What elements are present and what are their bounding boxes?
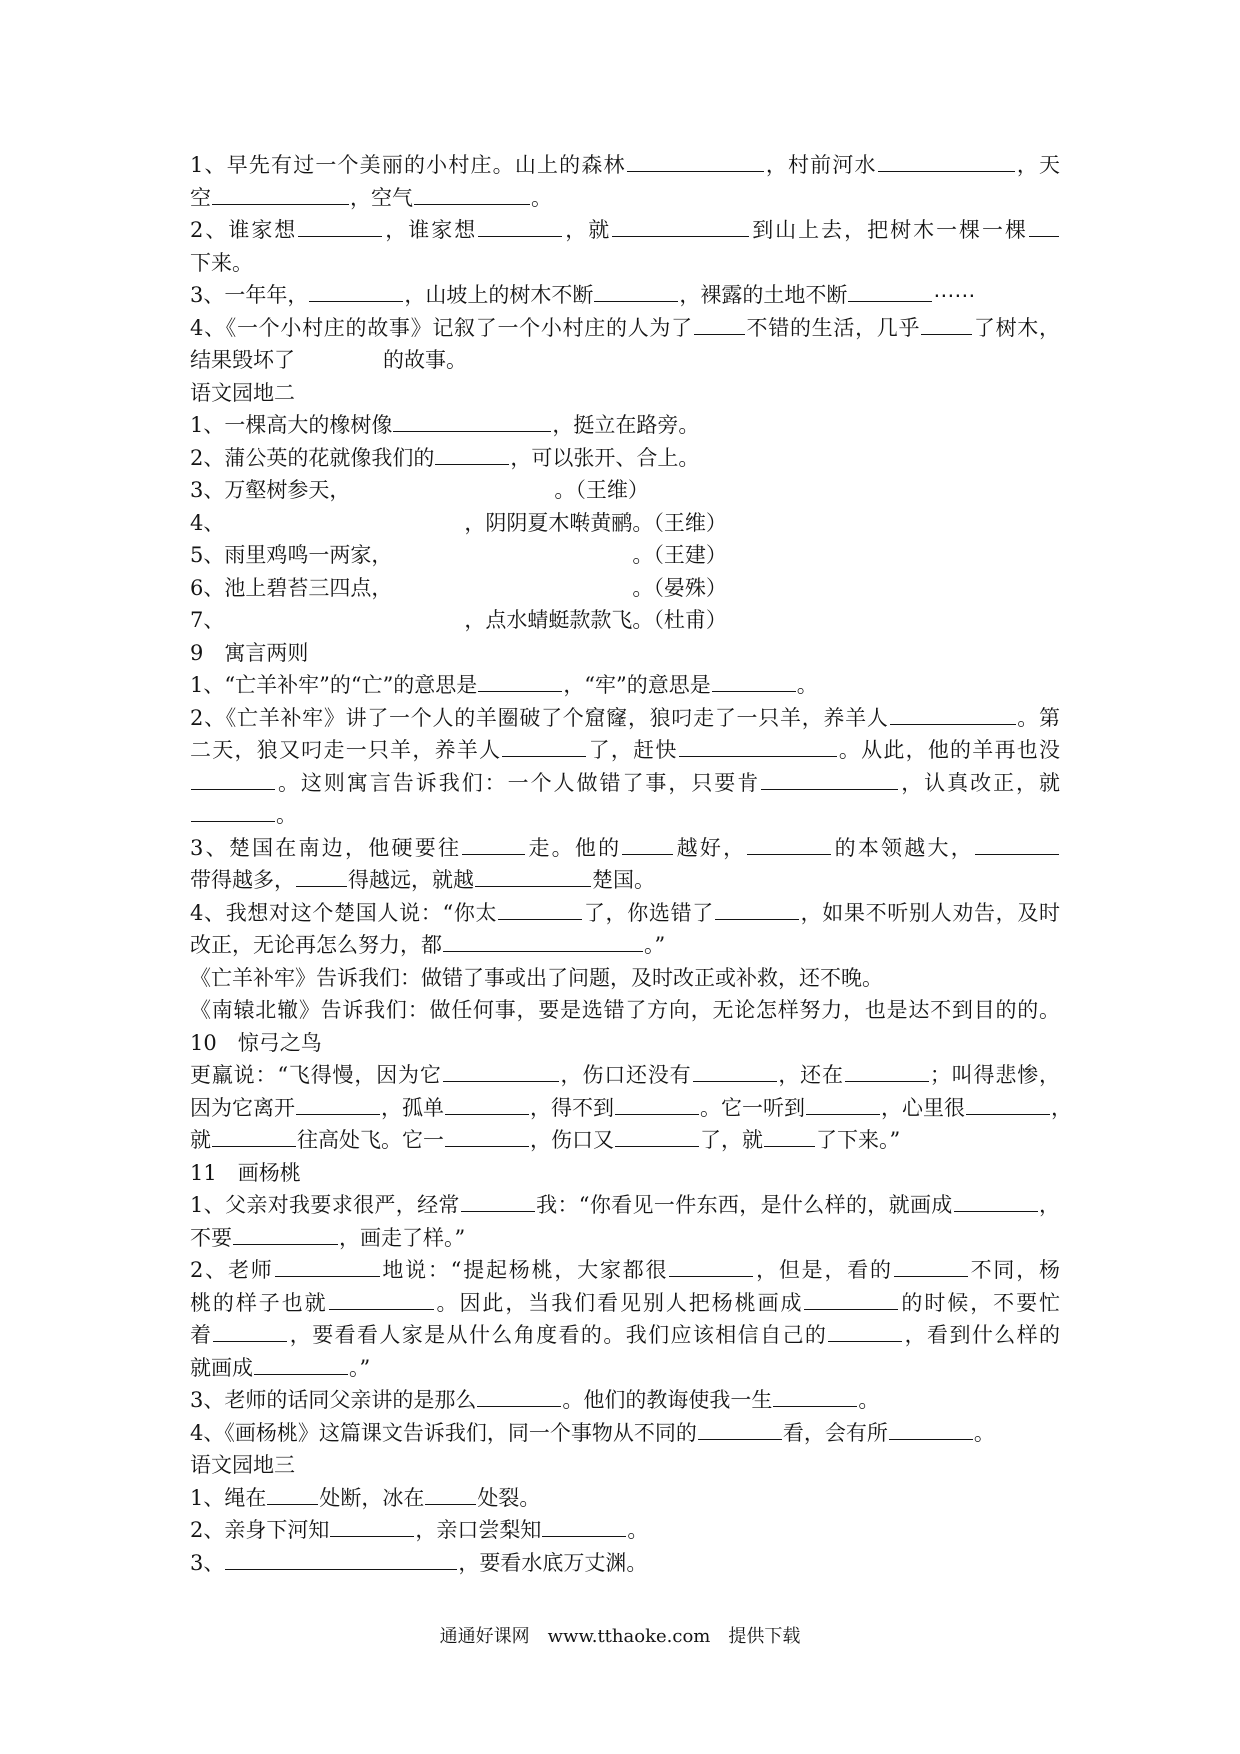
line-text: ⋯⋯ — [933, 283, 976, 308]
line-text: 因为它离开 — [190, 1095, 295, 1120]
line-text: ，孤单 — [381, 1095, 444, 1120]
line-text: 。因此，当我们看见别人把杨桃画成 — [434, 1290, 804, 1315]
worksheet-line — [190, 832, 1060, 865]
line-text: 下来。 — [190, 250, 253, 275]
fill-in-blank — [445, 1124, 529, 1147]
fill-in-blank — [213, 1319, 287, 1342]
line-text: 9 寓言两则 — [190, 640, 309, 665]
line-text: 我：“你看见一件东西，是什么样的，就画成 — [535, 1193, 953, 1218]
worksheet-line — [190, 1482, 1060, 1515]
line-text: ，亲口尝梨知 — [415, 1518, 542, 1543]
fill-in-blank — [615, 1124, 699, 1147]
worksheet-line — [190, 637, 1060, 670]
worksheet-line — [190, 929, 1060, 962]
worksheet-line — [190, 1092, 1072, 1125]
line-text: 带得越多， — [190, 868, 295, 893]
fill-in-blank — [747, 832, 831, 855]
worksheet-line — [190, 344, 1060, 377]
fill-in-blank — [698, 1417, 782, 1440]
line-text: 的本领越大， — [832, 835, 974, 860]
fill-in-blank — [414, 182, 530, 205]
worksheet-line — [190, 702, 1060, 735]
worksheet-line — [190, 1384, 1060, 1417]
fill-in-blank — [461, 1189, 535, 1212]
line-text: 更羸说：“飞得慢，因为它 — [190, 1063, 442, 1088]
line-text: 看，会有所 — [782, 1420, 888, 1445]
line-text: 改正，无论再怎么努力，都 — [190, 933, 442, 958]
line-text: ，空气 — [350, 185, 413, 210]
line-text: 2、亲身下河知 — [190, 1518, 330, 1543]
worksheet-line — [190, 1319, 1060, 1352]
line-text: 。（王建） — [632, 543, 727, 567]
line-text: ，阴阴夏木啭黄鹂。（王维） — [464, 510, 727, 535]
fill-in-blank — [443, 929, 643, 952]
line-text: 。它一听到 — [700, 1095, 805, 1120]
worksheet-line — [190, 214, 1060, 247]
fill-in-blank — [475, 864, 591, 887]
fill-in-blank — [435, 442, 509, 465]
line-text: 3、一年年， — [190, 283, 309, 308]
line-text: ，心里很 — [881, 1095, 965, 1120]
line-text: 7、 — [190, 608, 225, 632]
fill-in-blank — [1029, 214, 1059, 237]
line-text: 11 画杨桃 — [190, 1160, 301, 1185]
fill-in-blank — [443, 1059, 559, 1082]
fill-in-blank — [594, 279, 678, 302]
fill-in-blank — [542, 1514, 626, 1537]
line-text: 4、《画杨桃》这篇课文告诉我们，同一个事物从不同的 — [190, 1420, 697, 1445]
fill-in-blank — [309, 279, 403, 302]
line-text: 了，就 — [700, 1128, 763, 1153]
line-text: ，“牢”的意思是 — [563, 673, 711, 698]
worksheet-line — [190, 1189, 1060, 1222]
worksheet-line — [190, 1254, 1060, 1287]
answer-space — [392, 574, 632, 595]
fill-in-blank — [954, 1189, 1038, 1212]
fill-in-blank — [425, 1482, 476, 1505]
line-text: 。” — [349, 1355, 371, 1380]
worksheet-line — [190, 604, 1060, 637]
fill-in-blank — [694, 312, 745, 335]
line-text: ，天 — [1015, 153, 1061, 178]
answer-space — [392, 541, 632, 562]
fill-in-blank — [894, 1254, 968, 1277]
page-footer: 通通好课网 www.tthaoke.com 提供下载 — [439, 1626, 801, 1647]
fill-in-blank — [889, 1417, 973, 1440]
fill-in-blank — [254, 1352, 348, 1375]
line-text: 1、父亲对我要求很严，经常 — [190, 1193, 460, 1218]
fill-in-blank — [275, 1254, 380, 1277]
worksheet-line — [190, 864, 1060, 897]
line-text: 。 — [627, 1518, 649, 1543]
line-text: 处断，冰在 — [319, 1485, 425, 1510]
line-text: 5、雨里鸡鸣一两家， — [190, 543, 393, 567]
worksheet-line — [190, 1514, 1060, 1547]
fill-in-blank — [669, 1254, 753, 1277]
fill-in-blank — [498, 897, 582, 920]
worksheet-line — [190, 734, 1060, 767]
line-text: 。这则寓言告诉我们：一个人做错了事，只要肯 — [276, 770, 761, 795]
line-text: 不同，杨 — [968, 1258, 1060, 1283]
fill-in-blank — [679, 734, 837, 757]
line-text: ，村前河水 — [764, 153, 877, 178]
line-text: 《亡羊补牢》告诉我们：做错了事或出了问题，及时改正或补救，还不晚。 — [190, 965, 883, 990]
fill-in-blank — [225, 1547, 457, 1570]
line-text: 了，赶快 — [587, 738, 678, 763]
fill-in-blank — [212, 182, 349, 205]
fill-in-blank — [445, 1092, 529, 1115]
worksheet-line — [190, 1287, 1060, 1320]
fill-in-blank — [502, 734, 586, 757]
answer-space — [224, 606, 464, 627]
line-text: 空 — [190, 185, 211, 210]
line-text: ，还在 — [777, 1063, 844, 1088]
line-text: ，可以张开、合上。 — [510, 445, 700, 470]
worksheet-line — [190, 507, 1060, 540]
line-text: 就 — [190, 1128, 211, 1153]
line-text: 处裂。 — [477, 1485, 541, 1510]
line-text: ，认真改正，就 — [899, 770, 1061, 795]
line-text: ，伤口还没有 — [559, 1063, 692, 1088]
line-text: ，看到什么样的 — [903, 1323, 1061, 1348]
line-text: 不要 — [190, 1225, 232, 1250]
line-text: 往高处飞。它一 — [297, 1128, 444, 1153]
line-text: 3、万壑树参天， — [190, 478, 351, 502]
line-text: 了下来。” — [816, 1128, 901, 1153]
line-text: 到山上去，把树木一棵一棵 — [750, 218, 1029, 243]
line-text: 3、 — [190, 1550, 225, 1575]
line-text: 。 — [276, 803, 297, 828]
fill-in-blank — [612, 214, 749, 237]
line-text: ，要看看人家是从什么角度看的。我们应该相信自己的 — [288, 1323, 828, 1348]
line-text: 语文园地三 — [190, 1453, 295, 1477]
worksheet-line — [190, 1222, 1060, 1255]
answer-space — [350, 476, 554, 497]
fill-in-blank — [627, 149, 764, 172]
line-text: ，谁家想 — [383, 218, 478, 243]
worksheet-line — [190, 897, 1060, 930]
worksheet-body — [190, 149, 1072, 1579]
worksheet-line — [190, 474, 1060, 507]
line-text: ；叫得悲惨， — [929, 1063, 1060, 1088]
worksheet-line — [190, 1157, 1060, 1190]
line-text: 《南辕北辙》告诉我们：做任何事，要是选错了方向，无论怎样努力，也是达不到目的的。 — [190, 998, 1060, 1022]
line-text: ，如果不听别人劝告，及时 — [799, 900, 1060, 925]
fill-in-blank — [622, 832, 673, 855]
worksheet-line — [190, 1352, 1060, 1385]
fill-in-blank — [267, 1482, 318, 1505]
fill-in-blank — [462, 832, 525, 855]
line-text: 。他们的教诲使我一生 — [562, 1388, 773, 1413]
worksheet-line — [190, 994, 1060, 1027]
fill-in-blank — [764, 1124, 815, 1147]
line-text: 。 — [531, 185, 552, 210]
worksheet-line — [190, 442, 1060, 475]
fill-in-blank — [330, 1514, 414, 1537]
fill-in-blank — [712, 669, 796, 692]
fill-in-blank — [191, 767, 275, 790]
worksheet-line — [190, 149, 1060, 182]
line-text: ，得不到 — [530, 1095, 614, 1120]
worksheet-line — [190, 279, 1060, 312]
fill-in-blank — [191, 799, 275, 822]
fill-in-blank — [233, 1222, 338, 1245]
line-text: ， — [1051, 1095, 1072, 1120]
line-text: 的故事。 — [383, 348, 467, 372]
line-text: 楚国。 — [592, 868, 655, 893]
worksheet-line — [190, 1449, 1060, 1482]
worksheet-line — [190, 799, 1060, 832]
fill-in-blank — [615, 1092, 699, 1115]
line-text: 4、 — [190, 510, 225, 535]
line-text: 3、楚国在南边，他硬要往 — [190, 835, 462, 860]
fill-in-blank — [845, 1059, 929, 1082]
fill-in-blank — [693, 1059, 777, 1082]
line-text: 。第 — [1016, 705, 1060, 730]
fill-in-blank — [773, 1384, 857, 1407]
line-text: 2、老师 — [190, 1258, 274, 1283]
line-text: ，就 — [563, 218, 612, 243]
fill-in-blank — [715, 897, 799, 920]
line-text: 10 惊弓之鸟 — [190, 1030, 322, 1055]
line-text: 2、谁家想 — [190, 218, 298, 243]
worksheet-line — [190, 1547, 1060, 1580]
line-text: 6、池上碧苔三四点， — [190, 575, 393, 600]
line-text: 1、一棵高大的橡树像 — [190, 413, 393, 438]
line-text: ，要看水底万丈渊。 — [458, 1550, 648, 1575]
line-text: 1、“亡羊补牢”的“亡”的意思是 — [190, 673, 478, 698]
line-text: ，伤口又 — [530, 1128, 614, 1153]
fill-in-blank — [477, 1384, 561, 1407]
fill-in-blank — [975, 832, 1059, 855]
line-text: ，裸露的土地不断 — [679, 283, 848, 308]
fill-in-blank — [828, 1319, 902, 1342]
line-text: 二天，狼又叼走一只羊，养羊人 — [190, 738, 502, 763]
line-text: 2、《亡羊补牢》讲了一个人的羊圈破了个窟窿，狼叼走了一只羊，养羊人 — [190, 705, 889, 730]
worksheet-line — [190, 767, 1060, 800]
line-text: 。 — [796, 673, 818, 698]
fill-in-blank — [296, 864, 347, 887]
fill-in-blank — [890, 702, 1016, 725]
fill-in-blank — [478, 669, 562, 692]
worksheet-line — [190, 1059, 1060, 1092]
fill-in-blank — [296, 1092, 380, 1115]
fill-in-blank — [761, 767, 898, 790]
worksheet-line — [190, 572, 1060, 605]
worksheet-line — [190, 962, 1060, 995]
line-text: 地说：“提起杨桃，大家都很 — [380, 1258, 669, 1283]
fill-in-blank — [921, 312, 972, 335]
fill-in-blank — [298, 214, 382, 237]
worksheet-line — [190, 1417, 1060, 1450]
worksheet-line — [190, 669, 1060, 702]
line-text: 越好， — [674, 835, 747, 860]
worksheet-line — [190, 247, 1060, 280]
line-text: ，点水蜻蜓款款飞。（杜甫） — [464, 608, 727, 632]
worksheet-line — [190, 182, 1060, 215]
fill-in-blank — [393, 409, 551, 432]
line-text: 3、老师的话同父亲讲的是那么 — [190, 1388, 477, 1413]
line-text: ，山坡上的树木不断 — [404, 283, 594, 308]
worksheet-line — [190, 409, 1060, 442]
fill-in-blank — [966, 1092, 1050, 1115]
fill-in-blank — [804, 1287, 898, 1310]
line-text: 。 — [973, 1420, 995, 1445]
line-text: 桃的样子也就 — [190, 1290, 328, 1315]
line-text: 4、我想对这个楚国人说：“你太 — [190, 900, 498, 925]
line-text: 。（王维） — [554, 478, 649, 502]
line-text: 就画成 — [190, 1355, 253, 1380]
line-text: ，但是，看的 — [754, 1258, 893, 1283]
line-text: 不错的生活，几乎 — [745, 315, 921, 340]
fill-in-blank — [478, 214, 562, 237]
line-text: ，挺立在路旁。 — [552, 413, 700, 438]
fill-in-blank — [878, 149, 1015, 172]
answer-space — [295, 346, 383, 367]
line-text: 了树木， — [973, 315, 1061, 340]
line-text: 。 — [858, 1388, 880, 1413]
line-text: 结果毁坏了 — [190, 348, 295, 372]
answer-space — [224, 509, 464, 530]
fill-in-blank — [212, 1124, 296, 1147]
line-text: 着 — [190, 1323, 213, 1348]
worksheet-line — [190, 1027, 1060, 1060]
line-text: 1、绳在 — [190, 1485, 267, 1510]
line-text: 。（晏殊） — [632, 575, 727, 600]
line-text: 了，你选错了 — [583, 900, 714, 925]
fill-in-blank — [848, 279, 932, 302]
line-text: 语文园地二 — [190, 380, 295, 405]
worksheet-line — [190, 1124, 1060, 1157]
fill-in-blank — [806, 1092, 880, 1115]
fill-in-blank — [329, 1287, 434, 1310]
line-text: ， — [1038, 1193, 1060, 1218]
line-text: 2、蒲公英的花就像我们的 — [190, 445, 435, 470]
line-text: 的时候，不要忙 — [899, 1290, 1061, 1315]
line-text: 。从此，他的羊再也没 — [837, 738, 1061, 763]
line-text: 走。他的 — [526, 835, 622, 860]
line-text: ，画走了样。” — [339, 1225, 466, 1250]
line-text: 。” — [644, 933, 666, 958]
line-text: 4、《一个小村庄的故事》记叙了一个小村庄的人为了 — [190, 315, 693, 340]
worksheet-line — [190, 539, 1060, 572]
line-text: 得越远，就越 — [348, 868, 474, 893]
worksheet-line — [190, 377, 1060, 410]
worksheet-line — [190, 312, 1060, 345]
line-text: 1、早先有过一个美丽的小村庄。山上的森林 — [190, 153, 626, 178]
